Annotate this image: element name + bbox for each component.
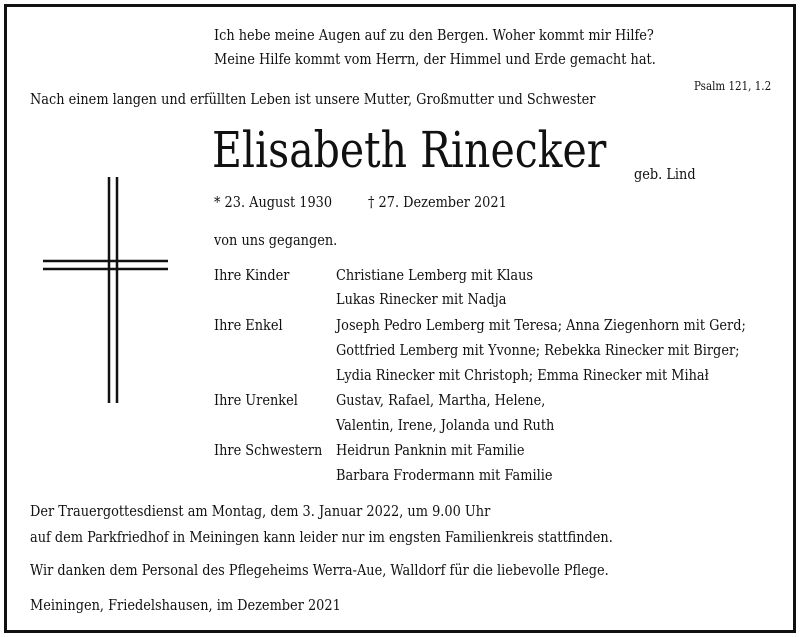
family-line: Valentin, Irene, Jolanda und Ruth	[336, 416, 555, 434]
family-line: Gustav, Rafael, Martha, Helene,	[336, 391, 546, 409]
family-line: Heidrun Panknin mit Familie	[336, 441, 525, 459]
psalm-line-1: Ich hebe meine Augen auf zu den Bergen. Woher kommt mir Hilfe?	[214, 26, 654, 44]
family-line: Christiane Lemberg mit Klaus	[336, 266, 534, 284]
family-label-children: Ihre Kinder	[214, 266, 290, 284]
passed-text: von uns gegangen.	[214, 231, 338, 249]
service-line-2: auf dem Parkfriedhof in Meiningen kann leider nur im engsten Familienkreis stattfinden.	[30, 528, 613, 546]
thanks-text: Wir danken dem Personal des Pflegeheims Werra-Aue, Walldorf für die liebevolle Pflege.	[30, 561, 609, 579]
birth-name: geb. Lind	[634, 165, 696, 183]
birth-date: * 23. August 1930	[214, 193, 333, 211]
psalm-line-2: Meine Hilfe kommt vom Herrn, der Himmel und Erde gemacht hat.	[214, 50, 656, 68]
closing-text: Meiningen, Friedelshausen, im Dezember 2021	[30, 596, 341, 614]
family-line: Lydia Rinecker mit Christoph; Emma Rinecker mit Mihał	[336, 366, 709, 384]
family-label-sisters: Ihre Schwestern	[214, 441, 323, 459]
family-line: Gottfried Lemberg mit Yvonne; Rebekka Rinecker mit Birger;	[336, 341, 740, 359]
deceased-name: Elisabeth Rinecker	[212, 121, 607, 179]
family-label-great-grandchildren: Ihre Urenkel	[214, 391, 298, 409]
family-label-grandchildren: Ihre Enkel	[214, 316, 283, 334]
cross-icon	[40, 175, 170, 405]
family-line: Lukas Rinecker mit Nadja	[336, 290, 507, 308]
death-date: † 27. Dezember 2021	[368, 193, 507, 211]
intro-text: Nach einem langen und erfüllten Leben ist unsere Mutter, Großmutter und Schwester	[30, 90, 596, 108]
family-line: Joseph Pedro Lemberg mit Teresa; Anna Ziegenhorn mit Gerd;	[336, 316, 746, 334]
psalm-reference: Psalm 121, 1.2	[694, 79, 772, 93]
service-line-1: Der Trauergottesdienst am Montag, dem 3. Januar 2022, um 9.00 Uhr	[30, 502, 491, 520]
family-line: Barbara Frodermann mit Familie	[336, 466, 553, 484]
